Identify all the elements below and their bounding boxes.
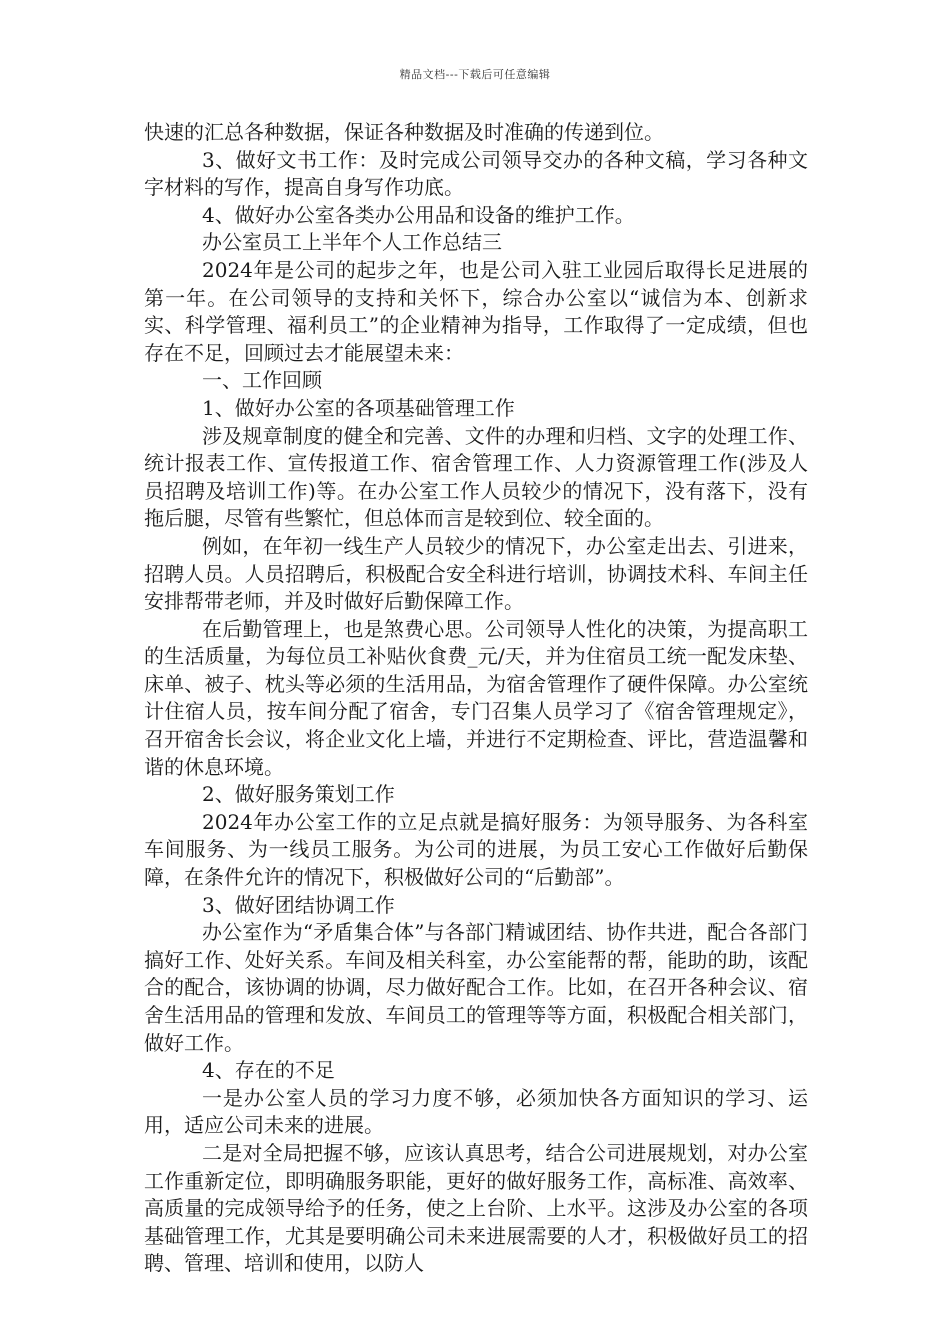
subsection-heading: 1、做好办公室的各项基础管理工作	[202, 395, 515, 420]
page-header: 精品文档---下载后可任意编辑	[399, 68, 551, 81]
section-heading: 一、工作回顾	[202, 368, 322, 393]
document-body	[144, 119, 808, 1278]
paragraph: 一是办公室人员的学习力度不够，必须加快各方面知识的学习、运用，适应公司未来的进展。	[144, 1085, 808, 1138]
subsection-heading: 2、做好服务策划工作	[202, 782, 395, 807]
paragraph: 快速的汇总各种数据，保证各种数据及时准确的传递到位。	[144, 120, 664, 144]
paragraph: 3、做好文书工作：及时完成公司领导交办的各种文稿，学习各种文字材料的写作，提高自身写作功底。	[144, 147, 808, 200]
paragraph: 在后勤管理上，也是煞费心思。公司领导人性化的决策，为提高职工的生活质量，为每位员工补贴伙食费_元/天，并为住宿员工统一配发床垫、床单、被子、枕头等必须的生活用品，为宿舍管理作了硬件保障。办公室统计住宿人员，按车间分配了宿舍，专门召集人员学习了《宿舍管理规定》，召开宿舍长会议，将企业文化上墙，并进行不定期检查、评比，营造温馨和谐的休息环境。	[144, 616, 808, 779]
paragraph: 例如，在年初一线生产人员较少的情况下，办公室走出去、引进来，招聘人员。人员招聘后，积极配合安全科进行培训，协调技术科、车间主任安排帮带老师，并及时做好后勤保障工作。	[144, 533, 808, 614]
section-title: 办公室员工上半年个人工作总结三	[202, 230, 502, 255]
paragraph: 办公室作为“矛盾集合体”与各部门精诚团结、协作共进，配合各部门搞好工作、处好关系。车间及相关科室，办公室能帮的帮，能助的助，该配合的配合，该协调的协调，尽力做好配合工作。比如，在召开各种会议、宿舍生活用品的管理和发放、车间员工的管理等等方面，积极配合相关部门，做好工作。	[144, 920, 808, 1055]
paragraph: 涉及规章制度的健全和完善、文件的办理和归档、文字的处理工作、统计报表工作、宣传报道工作、宿舍管理工作、人力资源管理工作(涉及人员招聘及培训工作)等。在办公室工作人员较少的情况下，没有落下，没有拖后腿，尽管有些繁忙，但总体而言是较到位、较全面的。	[144, 423, 808, 531]
paragraph: 2024年是公司的起步之年，也是公司入驻工业园后取得长足进展的第一年。在公司领导的支持和关怀下，综合办公室以“诚信为本、创新求实、科学管理、福利员工”的企业精神为指导，工作取得了一定成绩，但也存在不足，回顾过去才能展望未来：	[144, 257, 808, 365]
paragraph: 4、做好办公室各类办公用品和设备的维护工作。	[202, 202, 635, 227]
paragraph: 2024年办公室工作的立足点就是搞好服务：为领导服务、为各科室车间服务、为一线员工服务。为公司的进展，为员工安心工作做好后勤保障，在条件允许的情况下，积极做好公司的“后勤部”。	[144, 809, 808, 890]
paragraph: 二是对全局把握不够，应该认真思考，结合公司进展规划，对办公室工作重新定位，即明确服务职能，更好的做好服务工作，高标准、高效率、高质量的完成领导给予的任务，使之上台阶、上水平。这涉及办公室的各项基础管理工作，尤其是要明确公司未来进展需要的人才，积极做好员工的招聘、管理、培训和使用，以防人	[144, 1140, 808, 1276]
subsection-heading: 3、做好团结协调工作	[202, 892, 395, 917]
subsection-heading: 4、存在的不足	[202, 1058, 335, 1083]
